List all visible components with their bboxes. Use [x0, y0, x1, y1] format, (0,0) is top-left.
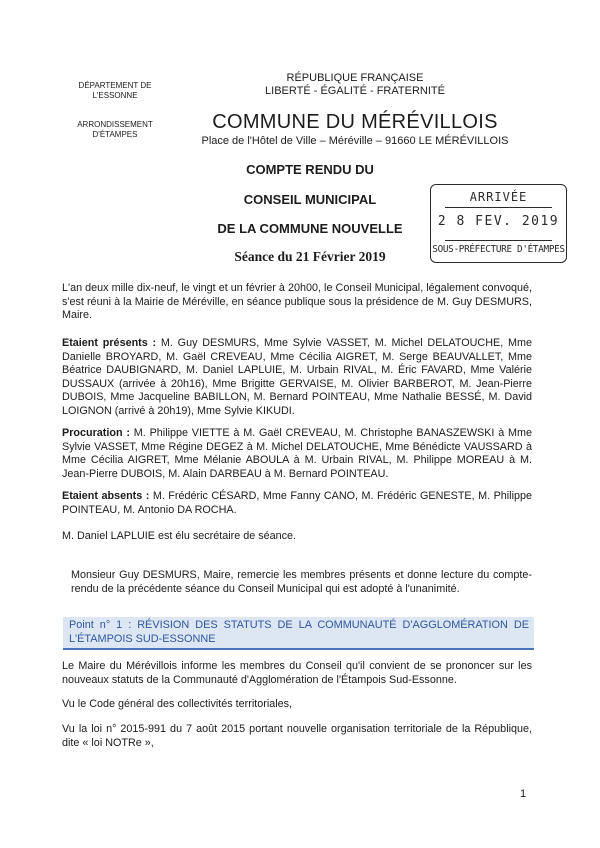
stamp-divider — [445, 240, 552, 241]
procuration-label: Procuration : — [62, 427, 130, 439]
agenda-point-title: Point n° 1 : RÉVISION DES STATUTS DE LA COMMUNAUTÉ D'AGGLOMÉRATION DE L'ÉTAMPOIS SUD-ESSONNE — [69, 619, 529, 645]
department-label: DÉPARTEMENT DE L'ESSONNE — [78, 81, 152, 100]
stamp-title: ARRIVÉE — [469, 190, 528, 204]
arrondissement-label: ARRONDISSEMENT D'ÉTAMPES — [77, 120, 153, 139]
page-number: 1 — [520, 788, 527, 800]
presents-paragraph — [62, 337, 532, 419]
heading-commune-nouvelle: DE LA COMMUNE NOUVELLE — [217, 221, 403, 236]
procuration-text: M. Philippe VIETTE à M. Gaël CREVEAU, M. Christophe BANASZEWSKI à Mme Sylvie VASSET, Mme Régine DEGEZ à M. Michel DELATOUCHE, Mme Bénédicte VAUSSARD à Mme Cécilia AIGRET, Mme Mélanie ABOULA à M. Urbain RIVAL, M. Philippe MOREAU à M. Jean-Pierre DUBOIS, M. Alain DARBEAU à M. Bernard POINTEAU. — [62, 427, 533, 480]
intro-paragraph: L'an deux mille dix-neuf, le vingt et un février à 20h00, le Conseil Municipal, légalement convoqué, s'est réuni à la Mairie de Méréville, en séance publique sous la présidence de M. Guy DESMURS, Maire. — [62, 282, 532, 322]
vu-code-paragraph: Vu le Code général des collectivités territoriales, — [62, 698, 293, 710]
inform-paragraph: Le Maire du Mérévillois informe les membres du Conseil qu'il convient de se prononcer sur les nouveaux statuts de la Communauté d'Agglomération de l'Étampois Sud-Essonne. — [62, 660, 532, 686]
commune-address: Place de l'Hôtel de Ville – Méréville – 91660 LE MÉRÉVILLOIS — [201, 135, 509, 147]
stamp-divider — [445, 207, 552, 208]
seance-date: Séance du 21 Février 2019 — [234, 249, 386, 264]
absents-label: Etaient absents : — [62, 490, 150, 502]
commune-title: COMMUNE DU MÉRÉVILLOIS — [212, 111, 498, 133]
arrival-stamp — [430, 184, 567, 263]
stamp-office: SOUS-PRÉFECTURE D'ÉTAMPES — [432, 244, 565, 255]
agenda-point-banner — [63, 617, 534, 650]
absents-text: M. Frédéric CÉSARD, Mme Fanny CANO, M. Frédéric GENESTE, M. Philippe POINTEAU, M. Antonio DA ROCHA. — [62, 490, 532, 516]
presents-label: Etaient présents : — [62, 337, 157, 349]
heading-conseil: CONSEIL MUNICIPAL — [243, 192, 377, 207]
heading-compte-rendu: COMPTE RENDU DU — [246, 162, 374, 177]
vu-loi-paragraph: Vu la loi n° 2015-991 du 7 août 2015 portant nouvelle organisation territoriale de la République, dite « loi NOTRe », — [62, 723, 532, 749]
secretary-paragraph: M. Daniel LAPLUIE est élu secrétaire de séance. — [62, 530, 297, 542]
stamp-date: 2 8 FEV. 2019 — [437, 214, 560, 229]
minutes-paragraph: Monsieur Guy DESMURS, Maire, remercie les membres présents et donne lecture du compte-rendu de la précédente séance du Conseil Municipal qui est adopté à l'unanimité. — [71, 569, 532, 595]
republic-header — [245, 72, 465, 98]
presents-text: M. Guy DESMURS, Mme Sylvie VASSET, M. Michel DELATOUCHE, Mme Danielle BROYARD, M. Gaël CREVEAU, Mme Cécilia AIGRET, M. Serge BEAUVALLET, Mme Béatrice DAUBIGNARD, M. Daniel LAPLUIE, M. Urbain RIVAL, M. Éric FAVARD, Mme Valérie DUSSAUX (arrivée à 20h16), Mme Brigitte GERVAISE, M. Olivier BARBEROT, M. Jean-Pierre DUBOIS, Mme Jacqueline BABILLON, M. Bernard POINTEAU, Mme Nathalie BESSÉ, M. David LOIGNON (arrivé à 20h19), Mme Sylvie KIKUDI. — [62, 337, 532, 417]
procuration-paragraph — [62, 427, 532, 481]
republic-motto: LIBERTÉ - ÉGALITÉ - FRATERNITÉ — [265, 85, 445, 97]
absents-paragraph — [62, 490, 532, 517]
republic-name: RÉPUBLIQUE FRANÇAISE — [286, 72, 424, 84]
